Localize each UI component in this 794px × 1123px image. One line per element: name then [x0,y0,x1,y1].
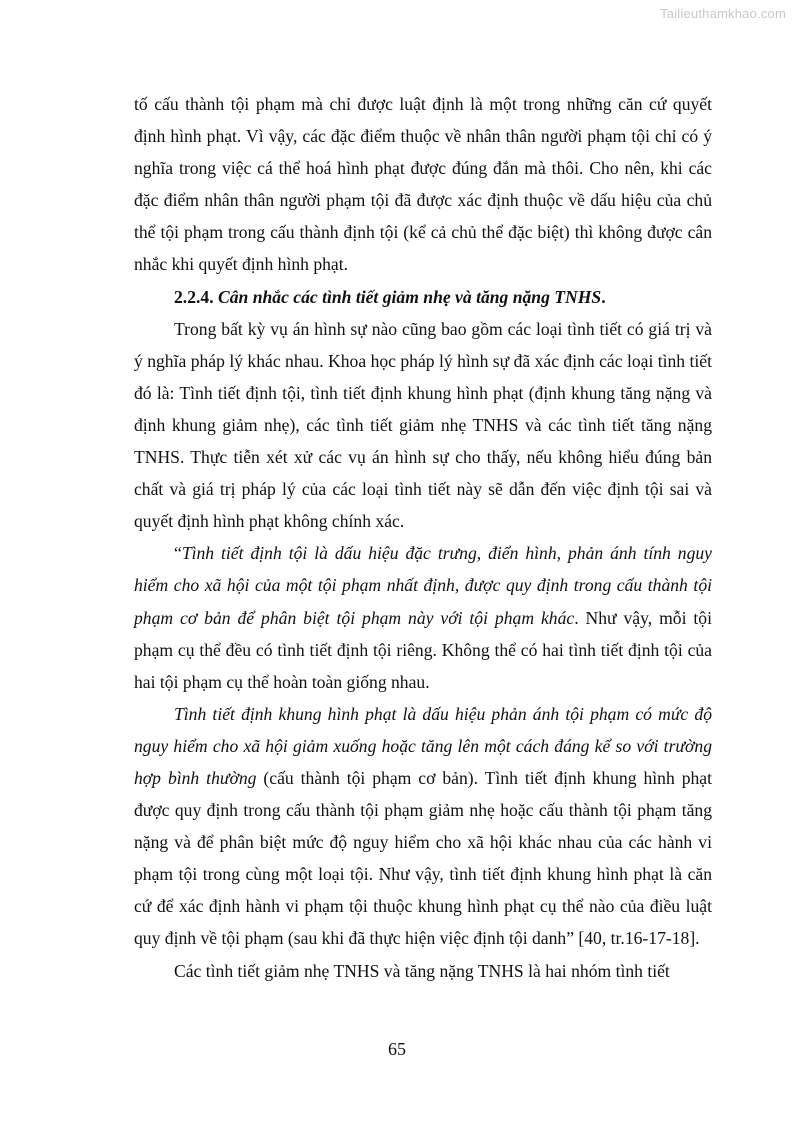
definition-dinh-khung: Tình tiết định khung hình phạt là dấu hiệu phản ánh tội phạm có mức độ nguy hiểm cho xã hội giảm xuống hoặc tăng lên một cách đáng kể so với trường hợp bình thường [134,703,712,788]
section-heading-period: . [601,286,606,307]
definition-dinh-toi: Tình tiết định tội là dấu hiệu đặc trưng, điển hình, phản ánh tính nguy hiểm cho xã hội của một tội phạm nhất định, được quy định trong cấu thành tội phạm cơ bản để phân biệt tội phạm này với tội phạm khác [134,543,712,628]
watermark: Tailieuthamkhao.com [660,6,786,21]
section-heading [134,281,712,313]
paragraph-continuation: tố cấu thành tội phạm mà chỉ được luật định là một trong những căn cứ quyết định hình phạt. Vì vậy, các đặc điểm thuộc về nhân thân người phạm tội chỉ có ý nghĩa trong việc cá thể hoá hình phạt được đúng đắn mà thôi. Cho nên, khi các đặc điểm nhân thân người phạm tội đã được xác định thuộc về dấu hiệu của chủ thể tội phạm trong cấu thành định tội (kể cả chủ thể đặc biệt) thì không được cân nhắc khi quyết định hình phạt. [134,94,712,275]
paragraph-dinh-khung [134,698,712,955]
section-title: Cân nhắc các tình tiết giảm nhẹ và tăng nặng TNHS [218,286,602,307]
open-quote: “ [174,543,182,564]
paragraph-dinh-toi [134,537,712,697]
paragraph-dinh-khung-rest: (cấu thành tội phạm cơ bản). Tình tiết định khung hình phạt được quy định trong cấu thành tội phạm giảm nhẹ hoặc cấu thành tội phạm tăng nặng và để phân biệt mức độ nguy hiểm cho xã hội khác nhau của các hành vi phạm tội trong cùng một loại tội. Như vậy, tình tiết định khung hình phạt là căn cứ để xác định hành vi phạm tội thuộc khung hình phạt cụ thể nào của điều luật quy định về tội phạm (sau khi đã thực hiện việc định tội danh” [40, tr.16-17-18]. [134,767,712,949]
paragraph-dinh-toi-rest: . Như vậy, mỗi tội phạm cụ thể đều có tình tiết định tội riêng. Không thể có hai tình tiết định tội của hai tội phạm cụ thể hoàn toàn giống nhau. [134,607,712,692]
page-number: 65 [388,1039,406,1059]
page-body [134,88,712,987]
paragraph-giam-nhe-tang-nang: Các tình tiết giảm nhẹ TNHS và tăng nặng TNHS là hai nhóm tình tiết [174,960,670,981]
paragraph-tinh-tiet-types: Trong bất kỳ vụ án hình sự nào cũng bao gồm các loại tình tiết có giá trị và ý nghĩa pháp lý khác nhau. Khoa học pháp lý hình sự đã xác định các loại tình tiết đó là: Tình tiết định tội, tình tiết định khung hình phạt (định khung tăng nặng và định khung giảm nhẹ), các tình tiết giảm nhẹ TNHS và các tình tiết tăng nặng TNHS. Thực tiễn xét xử các vụ án hình sự cho thấy, nếu không hiểu đúng bản chất và giá trị pháp lý của các loại tình tiết này sẽ dẫn đến việc định tội sai và quyết định hình phạt không chính xác. [134,318,712,532]
section-number: 2.2.4. [174,286,214,307]
